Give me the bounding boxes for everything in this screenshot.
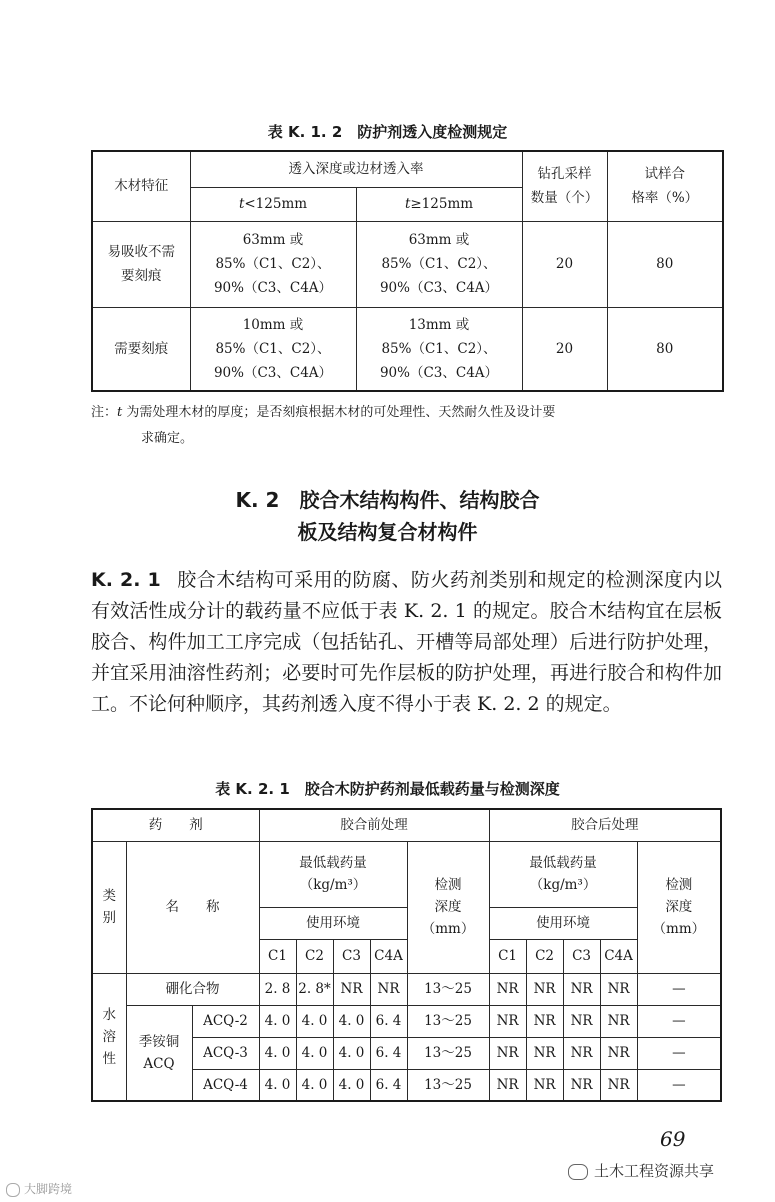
penetration-table <box>91 150 724 392</box>
depth-cell: — <box>637 1069 721 1101</box>
value-cell: NR <box>600 973 637 1005</box>
agent-name: ACQ-3 <box>192 1037 259 1069</box>
value-cell: NR <box>600 1005 637 1037</box>
env-c4a: C4A <box>370 939 407 973</box>
value-cell: NR <box>563 1069 600 1101</box>
watermark-right: 土木工程资源共享 <box>568 1160 714 1181</box>
agent-name: ACQ-4 <box>192 1069 259 1101</box>
header-agent: 药 剂 <box>92 809 259 841</box>
env-c1: C1 <box>489 939 526 973</box>
ge-cell: 13mm 或 85%（C1、C2）、 90%（C3、C4A） <box>356 307 522 391</box>
table-row <box>92 307 723 391</box>
value-cell: NR <box>489 1005 526 1037</box>
clause-id: K. 2. 1 <box>91 569 161 591</box>
ge-cell: 63mm 或 85%（C1、C2）、 90%（C3、C4A） <box>356 221 522 307</box>
header-min-load: 最低载药量 （kg/m³） <box>489 841 637 907</box>
depth-cell: 13～25 <box>407 1037 489 1069</box>
table-row <box>92 221 723 307</box>
env-c4a: C4A <box>600 939 637 973</box>
env-c1: C1 <box>259 939 296 973</box>
header-post-treatment: 胶合后处理 <box>489 809 721 841</box>
header-min-load: 最低载药量 （kg/m³） <box>259 841 407 907</box>
value-cell: NR <box>526 1005 563 1037</box>
logo-icon <box>6 1183 20 1197</box>
agent-name: ACQ-2 <box>192 1005 259 1037</box>
page-number: 69 <box>660 1127 686 1151</box>
table-caption: 表 K. 1. 2 防护剂透入度检测规定 <box>267 123 508 141</box>
value-cell: NR <box>526 1069 563 1101</box>
value-cell: NR <box>563 1037 600 1069</box>
wechat-icon <box>568 1164 588 1180</box>
header-holes: 钻孔采样 数量（个） <box>522 151 607 221</box>
value-cell: 4. 0 <box>259 1005 296 1037</box>
header-env: 使用环境 <box>259 907 407 939</box>
depth-cell: — <box>637 1005 721 1037</box>
value-cell: NR <box>526 1037 563 1069</box>
value-cell: 6. 4 <box>370 1005 407 1037</box>
env-c3: C3 <box>563 939 600 973</box>
value-cell: NR <box>563 1005 600 1037</box>
header-pre-treatment: 胶合前处理 <box>259 809 489 841</box>
value-cell: NR <box>370 973 407 1005</box>
env-c2: C2 <box>296 939 333 973</box>
header-t-ge: t≥125mm <box>356 187 522 221</box>
pass-cell: 80 <box>607 221 723 307</box>
header-name: 名 称 <box>126 841 259 973</box>
header-depth: 检测 深度 （mm） <box>407 841 489 973</box>
section-title-cont: 板及结构复合材构件 <box>297 520 478 544</box>
holes-cell: 20 <box>522 307 607 391</box>
feature-cell: 需要刻痕 <box>92 307 190 391</box>
depth-cell: 13～25 <box>407 973 489 1005</box>
lt-cell: 63mm 或 85%（C1、C2）、 90%（C3、C4A） <box>190 221 356 307</box>
header-t-lt: t<125mm <box>190 187 356 221</box>
value-cell: NR <box>489 973 526 1005</box>
depth-cell: 13～25 <box>407 1069 489 1101</box>
value-cell: 6. 4 <box>370 1037 407 1069</box>
value-cell: 4. 0 <box>296 1069 333 1101</box>
header-env: 使用环境 <box>489 907 637 939</box>
header-depth: 检测 深度 （mm） <box>637 841 721 973</box>
agent-name: 硼化合物 <box>126 973 259 1005</box>
depth-cell: — <box>637 1037 721 1069</box>
value-cell: NR <box>489 1037 526 1069</box>
value-cell: 4. 0 <box>333 1037 370 1069</box>
header-depth: 透入深度或边材透入率 <box>190 151 522 187</box>
value-cell: 2. 8 <box>259 973 296 1005</box>
section-title: K. 2 胶合木结构构件、结构胶合 <box>235 488 540 512</box>
depth-cell: — <box>637 973 721 1005</box>
category-cell: 水 溶 性 <box>92 973 126 1101</box>
preservative-table <box>91 808 722 1102</box>
value-cell: 4. 0 <box>333 1069 370 1101</box>
header-wood-feature: 木材特征 <box>92 151 190 221</box>
value-cell: NR <box>563 973 600 1005</box>
header-category: 类 别 <box>92 841 126 973</box>
value-cell: 4. 0 <box>259 1069 296 1101</box>
feature-cell: 易吸收不需 要刻痕 <box>92 221 190 307</box>
value-cell: 4. 0 <box>333 1005 370 1037</box>
lt-cell: 10mm 或 85%（C1、C2）、 90%（C3、C4A） <box>190 307 356 391</box>
value-cell: 4. 0 <box>259 1037 296 1069</box>
table-row <box>92 1005 721 1037</box>
value-cell: NR <box>333 973 370 1005</box>
clause-paragraph: K. 2. 1 胶合木结构可采用的防腐、防火药剂类别和规定的检测深度内以有效活性成分计的载药量不应低于表 K. 2. 1 的规定。胶合木结构宜在层板胶合、构件加工工序完成（包括钻孔、开槽等局部处理）后进行防护处理，并宜采用油溶性药剂；必要时可先作层板的防护处理，再进行胶合和构件加工。不论何种顺序，其药剂透入度不得小于表 K. 2. 2 的规定。 <box>91 569 722 715</box>
holes-cell: 20 <box>522 221 607 307</box>
table-note: 注：t 为需处理木材的厚度；是否刻痕根据木材的可处理性、天然耐久性及设计要 求确定。 <box>91 405 556 446</box>
value-cell: 4. 0 <box>296 1005 333 1037</box>
table-caption: 表 K. 2. 1 胶合木防护药剂最低载药量与检测深度 <box>215 780 560 798</box>
header-pass-rate: 试样合 格率（%） <box>607 151 723 221</box>
value-cell: 4. 0 <box>296 1037 333 1069</box>
value-cell: 6. 4 <box>370 1069 407 1101</box>
value-cell: 2. 8* <box>296 973 333 1005</box>
watermark-left: 大脚跨境 <box>6 1180 72 1197</box>
group-name: 季铵铜 ACQ <box>126 1005 192 1101</box>
pass-cell: 80 <box>607 307 723 391</box>
depth-cell: 13～25 <box>407 1005 489 1037</box>
value-cell: NR <box>489 1069 526 1101</box>
value-cell: NR <box>600 1069 637 1101</box>
env-c2: C2 <box>526 939 563 973</box>
env-c3: C3 <box>333 939 370 973</box>
value-cell: NR <box>526 973 563 1005</box>
value-cell: NR <box>600 1037 637 1069</box>
table-row <box>92 973 721 1005</box>
